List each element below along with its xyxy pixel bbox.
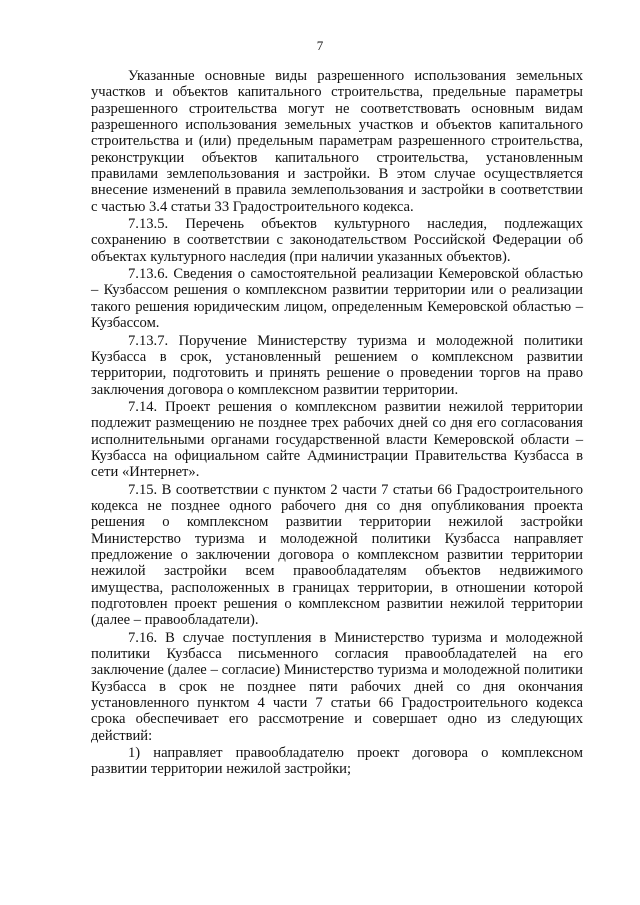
document-body — [91, 68, 583, 779]
paragraph-7-13-6: 7.13.6. Сведения о самостоятельной реализации Кемеровской областью – Кузбассом решения о комплексном развитии территории или о реализации такого решения юридическим лицом, определенным Кемеровской областью – Кузбассом. — [91, 266, 583, 332]
paragraph-intro: Указанные основные виды разрешенного использования земельных участков и объектов капитального строительства, предельные параметры разрешенного строительства могут не соответствовать основным видам разрешенного использования земельных участков и объектов капитального строительства и (или) предельным параметрам разрешенного строительства, реконструкции объектов капитального строительства, установленным правилами землепользования и застройки. В этом случае осуществляется внесение изменений в правила землепользования и застройки в соответствии с частью 3.4 статьи 33 Градостроительного кодекса. — [91, 68, 583, 215]
paragraph-7-14: 7.14. Проект решения о комплексном развитии нежилой территории подлежит размещению не позднее трех рабочих дней со дня его согласования исполнительными органами государственной власти Кемеровской области – Кузбасса на официальном сайте Администрации Правительства Кузбасса в сети «Интернет». — [91, 398, 583, 481]
paragraph-7-13-5: 7.13.5. Перечень объектов культурного наследия, подлежащих сохранению в соответствии с законодательством Российской Федерации об объектах культурного наследия (при наличии указанных объектов). — [91, 216, 583, 265]
list-item-1: 1) направляет правообладателю проект договора о комплексном развитии территории нежилой застройки; — [91, 745, 583, 778]
paragraph-7-15: 7.15. В соответствии с пунктом 2 части 7 статьи 66 Градостроительного кодекса не позднее одного рабочего дня со дня опубликования проекта решения о комплексном развитии территории нежилой застройки Министерство туризма и молодежной политики Кузбасса направляет предложение о заключении договора о комплексном развитии территории нежилой застройки всем правообладателям объектов недвижимого имущества, расположенных в границах территории, в отношении которой подготовлен проект решения о комплексном развитии нежилой территории (далее – правообладатели). — [91, 481, 583, 629]
paragraph-7-13-7: 7.13.7. Поручение Министерству туризма и молодежной политики Кузбасса в срок, установленный решением о комплексном развитии территории, подготовить и принять решение о проведении торгов на право заключения договора о комплексном развитии территории. — [91, 332, 583, 398]
page-number: 7 — [316, 38, 324, 53]
paragraph-7-16: 7.16. В случае поступления в Министерство туризма и молодежной политики Кузбасса письменного согласия правообладателей на его заключение (далее – согласие) Министерство туризма и молодежной политики Кузбасса в срок не позднее пяти рабочих дней со дня окончания установленного пунктом 4 части 7 статьи 66 Градостроительного кодекса срока обеспечивает его рассмотрение и совершает одно из следующих действий: — [91, 629, 583, 744]
